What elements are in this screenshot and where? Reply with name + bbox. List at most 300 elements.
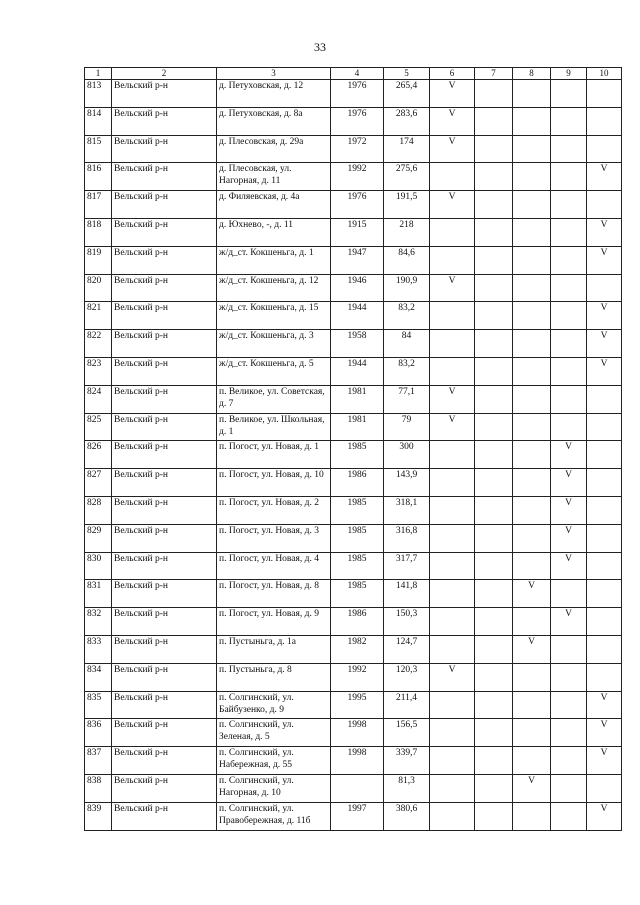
district-cell: Вельский р-н xyxy=(112,524,217,552)
mark-col-7 xyxy=(475,107,513,135)
area-cell: 141,8 xyxy=(384,580,430,608)
table-body xyxy=(85,80,622,831)
mark-col-9 xyxy=(551,663,587,691)
mark-col-7 xyxy=(475,330,513,358)
year-cell: 1982 xyxy=(331,635,384,663)
mark-col-7 xyxy=(475,413,513,441)
table-row xyxy=(85,719,622,747)
district-cell: Вельский р-н xyxy=(112,163,217,191)
table-header xyxy=(85,68,622,80)
address-cell: п. Погост, ул. Новая, д. 8 xyxy=(217,580,331,608)
mark-col-8 xyxy=(513,385,551,413)
area-cell: 124,7 xyxy=(384,635,430,663)
mark-col-8 xyxy=(513,413,551,441)
mark-col-6: V xyxy=(430,80,475,108)
area-cell: 81,3 xyxy=(384,774,430,802)
row-number: 820 xyxy=(85,274,112,302)
mark-col-7 xyxy=(475,191,513,219)
year-cell: 1995 xyxy=(331,691,384,719)
mark-col-9: V xyxy=(551,552,587,580)
mark-col-6 xyxy=(430,524,475,552)
district-cell: Вельский р-н xyxy=(112,135,217,163)
mark-col-10: V xyxy=(587,302,622,330)
area-cell: 380,6 xyxy=(384,802,430,830)
mark-col-10 xyxy=(587,635,622,663)
address-cell: ж/д_ст. Кокшеньга, д. 1 xyxy=(217,246,331,274)
area-cell: 317,7 xyxy=(384,552,430,580)
mark-col-6 xyxy=(430,691,475,719)
mark-col-9 xyxy=(551,80,587,108)
row-number: 817 xyxy=(85,191,112,219)
year-cell: 1976 xyxy=(331,80,384,108)
mark-col-10 xyxy=(587,496,622,524)
district-cell: Вельский р-н xyxy=(112,357,217,385)
district-cell: Вельский р-н xyxy=(112,218,217,246)
mark-col-7 xyxy=(475,302,513,330)
address-cell: п. Погост, ул. Новая, д. 10 xyxy=(217,469,331,497)
address-cell: д. Плесовская, д. 29а xyxy=(217,135,331,163)
area-cell: 318,1 xyxy=(384,496,430,524)
row-number: 816 xyxy=(85,163,112,191)
mark-col-7 xyxy=(475,691,513,719)
district-cell: Вельский р-н xyxy=(112,747,217,775)
area-cell: 84 xyxy=(384,330,430,358)
mark-col-8 xyxy=(513,691,551,719)
address-cell: п. Великое, ул. Школьная, д. 1 xyxy=(217,413,331,441)
mark-col-8 xyxy=(513,719,551,747)
table-row xyxy=(85,191,622,219)
mark-col-8 xyxy=(513,80,551,108)
table-row xyxy=(85,747,622,775)
year-cell: 1976 xyxy=(331,191,384,219)
mark-col-10: V xyxy=(587,357,622,385)
mark-col-9 xyxy=(551,719,587,747)
mark-col-8 xyxy=(513,274,551,302)
mark-col-6: V xyxy=(430,274,475,302)
mark-col-7 xyxy=(475,524,513,552)
row-number: 838 xyxy=(85,774,112,802)
district-cell: Вельский р-н xyxy=(112,496,217,524)
mark-col-7 xyxy=(475,747,513,775)
area-cell: 316,8 xyxy=(384,524,430,552)
mark-col-9: V xyxy=(551,441,587,469)
row-number: 836 xyxy=(85,719,112,747)
mark-col-6 xyxy=(430,496,475,524)
district-cell: Вельский р-н xyxy=(112,608,217,636)
mark-col-6 xyxy=(430,719,475,747)
mark-col-6 xyxy=(430,802,475,830)
mark-col-8 xyxy=(513,608,551,636)
header-col-1: 1 xyxy=(85,68,112,80)
mark-col-10 xyxy=(587,107,622,135)
mark-col-9 xyxy=(551,580,587,608)
table-row xyxy=(85,413,622,441)
row-number: 818 xyxy=(85,218,112,246)
area-cell: 339,7 xyxy=(384,747,430,775)
mark-col-9 xyxy=(551,302,587,330)
table-row xyxy=(85,80,622,108)
mark-col-8: V xyxy=(513,774,551,802)
year-cell: 1985 xyxy=(331,496,384,524)
district-cell: Вельский р-н xyxy=(112,774,217,802)
district-cell: Вельский р-н xyxy=(112,635,217,663)
header-col-2: 2 xyxy=(112,68,217,80)
address-cell: п. Солгинский, ул. Нагорная, д. 10 xyxy=(217,774,331,802)
mark-col-6 xyxy=(430,608,475,636)
year-cell: 1915 xyxy=(331,218,384,246)
mark-col-10 xyxy=(587,608,622,636)
header-col-9: 9 xyxy=(551,68,587,80)
table-row xyxy=(85,691,622,719)
area-cell: 79 xyxy=(384,413,430,441)
area-cell: 211,4 xyxy=(384,691,430,719)
mark-col-8 xyxy=(513,802,551,830)
district-cell: Вельский р-н xyxy=(112,385,217,413)
district-cell: Вельский р-н xyxy=(112,330,217,358)
table-row xyxy=(85,496,622,524)
mark-col-10 xyxy=(587,580,622,608)
district-cell: Вельский р-н xyxy=(112,469,217,497)
mark-col-9 xyxy=(551,330,587,358)
year-cell: 1998 xyxy=(331,719,384,747)
row-number: 835 xyxy=(85,691,112,719)
mark-col-10 xyxy=(587,552,622,580)
table-row xyxy=(85,302,622,330)
address-cell: п. Погост, ул. Новая, д. 1 xyxy=(217,441,331,469)
mark-col-8 xyxy=(513,524,551,552)
mark-col-10 xyxy=(587,191,622,219)
table-row xyxy=(85,635,622,663)
mark-col-10 xyxy=(587,274,622,302)
mark-col-10: V xyxy=(587,218,622,246)
address-cell: п. Пустыньга, д. 8 xyxy=(217,663,331,691)
header-col-3: 3 xyxy=(217,68,331,80)
district-cell: Вельский р-н xyxy=(112,107,217,135)
mark-col-10 xyxy=(587,385,622,413)
row-number: 832 xyxy=(85,608,112,636)
area-cell: 174 xyxy=(384,135,430,163)
mark-col-7 xyxy=(475,385,513,413)
mark-col-9 xyxy=(551,413,587,441)
area-cell: 190,9 xyxy=(384,274,430,302)
mark-col-6 xyxy=(430,441,475,469)
row-number: 825 xyxy=(85,413,112,441)
mark-col-7 xyxy=(475,441,513,469)
area-cell: 77,1 xyxy=(384,385,430,413)
mark-col-8 xyxy=(513,107,551,135)
mark-col-9 xyxy=(551,163,587,191)
address-cell: д. Юхнево, -, д. 11 xyxy=(217,218,331,246)
mark-col-10 xyxy=(587,663,622,691)
mark-col-9 xyxy=(551,635,587,663)
mark-col-7 xyxy=(475,218,513,246)
header-col-4: 4 xyxy=(331,68,384,80)
mark-col-7 xyxy=(475,774,513,802)
mark-col-9 xyxy=(551,274,587,302)
area-cell: 265,4 xyxy=(384,80,430,108)
mark-col-9 xyxy=(551,191,587,219)
table-row xyxy=(85,552,622,580)
mark-col-7 xyxy=(475,469,513,497)
mark-col-6 xyxy=(430,330,475,358)
row-number: 815 xyxy=(85,135,112,163)
area-cell: 275,6 xyxy=(384,163,430,191)
table-row xyxy=(85,246,622,274)
table-row xyxy=(85,663,622,691)
year-cell: 1944 xyxy=(331,302,384,330)
year-cell: 1998 xyxy=(331,747,384,775)
address-cell: п. Погост, ул. Новая, д. 4 xyxy=(217,552,331,580)
header-col-5: 5 xyxy=(384,68,430,80)
address-cell: п. Солгинский, ул. Правобережная, д. 11б xyxy=(217,802,331,830)
table-row xyxy=(85,107,622,135)
year-cell: 1997 xyxy=(331,802,384,830)
row-number: 839 xyxy=(85,802,112,830)
mark-col-9 xyxy=(551,385,587,413)
mark-col-9 xyxy=(551,357,587,385)
mark-col-9: V xyxy=(551,496,587,524)
mark-col-6 xyxy=(430,635,475,663)
address-cell: п. Погост, ул. Новая, д. 2 xyxy=(217,496,331,524)
mark-col-10: V xyxy=(587,747,622,775)
mark-col-6 xyxy=(430,580,475,608)
mark-col-7 xyxy=(475,135,513,163)
year-cell: 1985 xyxy=(331,441,384,469)
year-cell: 1976 xyxy=(331,107,384,135)
mark-col-10: V xyxy=(587,330,622,358)
mark-col-9: V xyxy=(551,524,587,552)
mark-col-6 xyxy=(430,747,475,775)
mark-col-9 xyxy=(551,747,587,775)
row-number: 822 xyxy=(85,330,112,358)
mark-col-6: V xyxy=(430,191,475,219)
area-cell: 84,6 xyxy=(384,246,430,274)
mark-col-9: V xyxy=(551,469,587,497)
table-row xyxy=(85,135,622,163)
mark-col-9 xyxy=(551,107,587,135)
district-cell: Вельский р-н xyxy=(112,302,217,330)
year-cell: 1985 xyxy=(331,552,384,580)
mark-col-9 xyxy=(551,135,587,163)
area-cell: 120,3 xyxy=(384,663,430,691)
mark-col-6 xyxy=(430,357,475,385)
mark-col-7 xyxy=(475,608,513,636)
year-cell: 1981 xyxy=(331,385,384,413)
address-cell: п. Погост, ул. Новая, д. 9 xyxy=(217,608,331,636)
row-number: 824 xyxy=(85,385,112,413)
row-number: 827 xyxy=(85,469,112,497)
row-number: 821 xyxy=(85,302,112,330)
mark-col-7 xyxy=(475,163,513,191)
table-row xyxy=(85,774,622,802)
mark-col-8 xyxy=(513,496,551,524)
address-cell: д. Плесовская, ул. Нагорная, д. 11 xyxy=(217,163,331,191)
table-row xyxy=(85,524,622,552)
mark-col-6 xyxy=(430,774,475,802)
mark-col-7 xyxy=(475,635,513,663)
mark-col-9 xyxy=(551,246,587,274)
mark-col-8 xyxy=(513,663,551,691)
address-cell: д. Филяевская, д. 4а xyxy=(217,191,331,219)
district-cell: Вельский р-н xyxy=(112,719,217,747)
year-cell: 1972 xyxy=(331,135,384,163)
year-cell: 1992 xyxy=(331,163,384,191)
header-col-10: 10 xyxy=(587,68,622,80)
area-cell: 150,3 xyxy=(384,608,430,636)
district-cell: Вельский р-н xyxy=(112,413,217,441)
mark-col-9 xyxy=(551,691,587,719)
mark-col-6: V xyxy=(430,107,475,135)
row-number: 829 xyxy=(85,524,112,552)
mark-col-9: V xyxy=(551,608,587,636)
address-cell: ж/д_ст. Кокшеньга, д. 3 xyxy=(217,330,331,358)
mark-col-10 xyxy=(587,524,622,552)
district-cell: Вельский р-н xyxy=(112,274,217,302)
mark-col-7 xyxy=(475,580,513,608)
year-cell: 1985 xyxy=(331,524,384,552)
mark-col-8 xyxy=(513,330,551,358)
year-cell: 1946 xyxy=(331,274,384,302)
district-cell: Вельский р-н xyxy=(112,580,217,608)
mark-col-10: V xyxy=(587,163,622,191)
mark-col-8 xyxy=(513,135,551,163)
mark-col-8 xyxy=(513,302,551,330)
district-cell: Вельский р-н xyxy=(112,441,217,469)
area-cell: 83,2 xyxy=(384,302,430,330)
area-cell: 218 xyxy=(384,218,430,246)
table-row xyxy=(85,608,622,636)
district-cell: Вельский р-н xyxy=(112,691,217,719)
year-cell xyxy=(331,774,384,802)
mark-col-6: V xyxy=(430,135,475,163)
address-cell: п. Солгинский, ул. Набережная, д. 55 xyxy=(217,747,331,775)
row-number: 837 xyxy=(85,747,112,775)
mark-col-6 xyxy=(430,218,475,246)
row-number: 819 xyxy=(85,246,112,274)
header-col-8: 8 xyxy=(513,68,551,80)
row-number: 831 xyxy=(85,580,112,608)
area-cell: 191,5 xyxy=(384,191,430,219)
table-row xyxy=(85,163,622,191)
mark-col-7 xyxy=(475,274,513,302)
table-row xyxy=(85,469,622,497)
mark-col-6: V xyxy=(430,663,475,691)
table-row xyxy=(85,218,622,246)
address-cell: п. Солгинский, ул. Байбузенко, д. 9 xyxy=(217,691,331,719)
mark-col-8 xyxy=(513,218,551,246)
mark-col-8 xyxy=(513,747,551,775)
page-number: 33 xyxy=(314,40,326,54)
table-row xyxy=(85,330,622,358)
mark-col-9 xyxy=(551,218,587,246)
mark-col-8: V xyxy=(513,635,551,663)
area-cell: 283,6 xyxy=(384,107,430,135)
table-row xyxy=(85,385,622,413)
row-number: 828 xyxy=(85,496,112,524)
mark-col-10: V xyxy=(587,802,622,830)
address-cell: п. Погост, ул. Новая, д. 3 xyxy=(217,524,331,552)
mark-col-10 xyxy=(587,441,622,469)
mark-col-8 xyxy=(513,469,551,497)
mark-col-7 xyxy=(475,496,513,524)
mark-col-8: V xyxy=(513,580,551,608)
mark-col-10: V xyxy=(587,691,622,719)
district-cell: Вельский р-н xyxy=(112,802,217,830)
header-col-6: 6 xyxy=(430,68,475,80)
address-cell: п. Солгинский, ул. Зеленая, д. 5 xyxy=(217,719,331,747)
mark-col-8 xyxy=(513,246,551,274)
mark-col-6: V xyxy=(430,385,475,413)
mark-col-7 xyxy=(475,719,513,747)
row-number: 814 xyxy=(85,107,112,135)
address-cell: ж/д_ст. Кокшеньга, д. 5 xyxy=(217,357,331,385)
year-cell: 1992 xyxy=(331,663,384,691)
mark-col-8 xyxy=(513,163,551,191)
year-cell: 1947 xyxy=(331,246,384,274)
mark-col-9 xyxy=(551,802,587,830)
year-cell: 1958 xyxy=(331,330,384,358)
address-cell: п. Пустыньга, д. 1а xyxy=(217,635,331,663)
mark-col-6: V xyxy=(430,413,475,441)
row-number: 813 xyxy=(85,80,112,108)
mark-col-10: V xyxy=(587,246,622,274)
mark-col-8 xyxy=(513,357,551,385)
row-number: 834 xyxy=(85,663,112,691)
area-cell: 83,2 xyxy=(384,357,430,385)
header-col-7: 7 xyxy=(475,68,513,80)
mark-col-10 xyxy=(587,774,622,802)
year-cell: 1986 xyxy=(331,608,384,636)
area-cell: 156,5 xyxy=(384,719,430,747)
mark-col-7 xyxy=(475,552,513,580)
year-cell: 1944 xyxy=(331,357,384,385)
row-number: 823 xyxy=(85,357,112,385)
year-cell: 1986 xyxy=(331,469,384,497)
mark-col-10 xyxy=(587,135,622,163)
row-number: 830 xyxy=(85,552,112,580)
mark-col-7 xyxy=(475,246,513,274)
district-cell: Вельский р-н xyxy=(112,663,217,691)
address-cell: д. Петуховская, д. 12 xyxy=(217,80,331,108)
row-number: 833 xyxy=(85,635,112,663)
table-row xyxy=(85,274,622,302)
mark-col-6 xyxy=(430,163,475,191)
mark-col-6 xyxy=(430,469,475,497)
mark-col-7 xyxy=(475,802,513,830)
mark-col-7 xyxy=(475,80,513,108)
table-row xyxy=(85,802,622,830)
district-cell: Вельский р-н xyxy=(112,80,217,108)
mark-col-8 xyxy=(513,441,551,469)
mark-col-10 xyxy=(587,413,622,441)
area-cell: 300 xyxy=(384,441,430,469)
district-cell: Вельский р-н xyxy=(112,191,217,219)
mark-col-10 xyxy=(587,80,622,108)
mark-col-9 xyxy=(551,774,587,802)
building-registry-table xyxy=(84,67,622,831)
area-cell: 143,9 xyxy=(384,469,430,497)
district-cell: Вельский р-н xyxy=(112,246,217,274)
address-cell: ж/д_ст. Кокшеньга, д. 15 xyxy=(217,302,331,330)
row-number: 826 xyxy=(85,441,112,469)
year-cell: 1981 xyxy=(331,413,384,441)
mark-col-8 xyxy=(513,191,551,219)
header-row xyxy=(85,68,622,80)
district-cell: Вельский р-н xyxy=(112,552,217,580)
mark-col-6 xyxy=(430,246,475,274)
table-row xyxy=(85,357,622,385)
mark-col-7 xyxy=(475,663,513,691)
